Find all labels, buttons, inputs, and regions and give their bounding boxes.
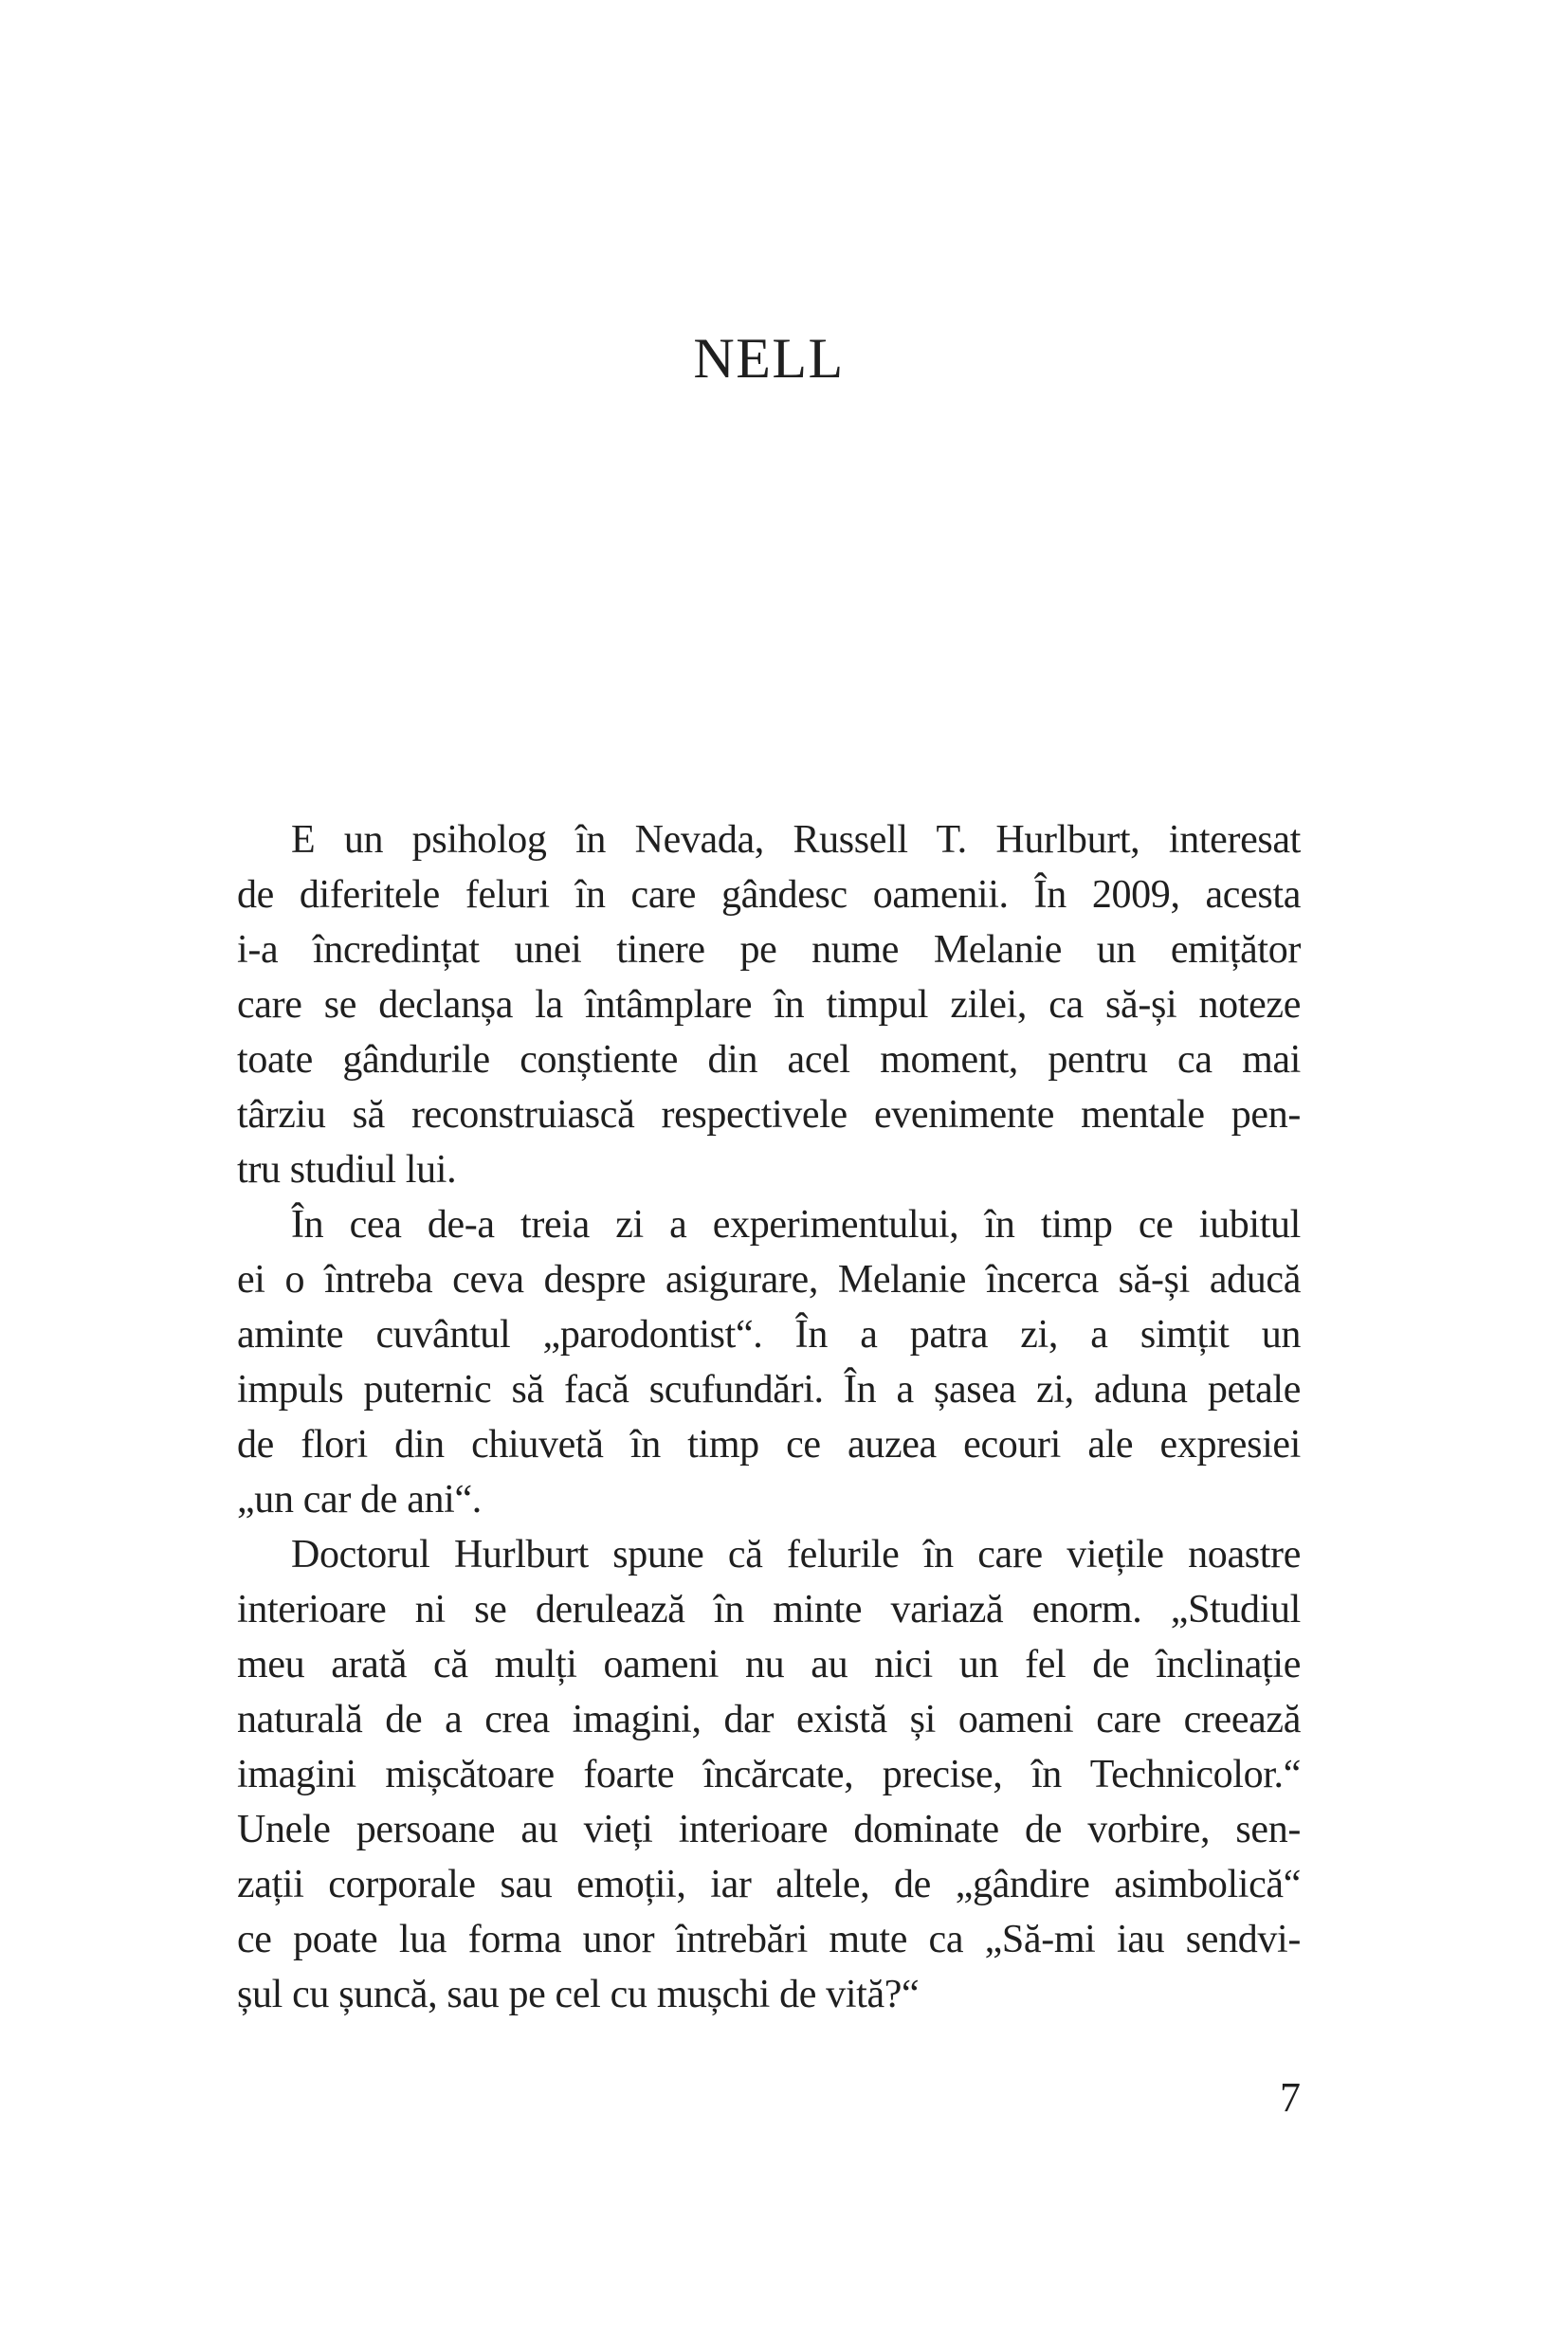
text-line: aminte cuvântul „parodontist“. În a patra zi, a simțit un — [237, 1313, 1301, 1357]
page-number: 7 — [1280, 2074, 1301, 2121]
text-line: toate gândurile conștiente din acel moment, pentru ca mai — [237, 1038, 1301, 1082]
text-line: interioare ni se derulează în minte variază enorm. „Studiul — [237, 1588, 1301, 1631]
text-line: Doctorul Hurlburt spune că felurile în care viețile noastre — [291, 1533, 1301, 1576]
text-line: În cea de-a treia zi a experimentului, în timp ce iubitul — [291, 1203, 1301, 1247]
text-line: ce poate lua forma unor întrebări mute ca „Să-mi iau sendvi- — [237, 1918, 1301, 1961]
text-line: de flori din chiuvetă în timp ce auzea ecouri ale expresiei — [237, 1423, 1301, 1467]
text-line: Unele persoane au vieți interioare dominate de vorbire, sen- — [237, 1808, 1301, 1851]
text-line: târziu să reconstruiască respectivele evenimente mentale pen- — [237, 1093, 1301, 1137]
text-line: meu arată că mulți oameni nu au nici un fel de înclinație — [237, 1643, 1301, 1686]
text-line: șul cu șuncă, sau pe cel cu mușchi de vită?“ — [237, 1973, 920, 2016]
text-line: care se declanșa la întâmplare în timpul zilei, ca să-și noteze — [237, 983, 1301, 1027]
text-line: imagini mișcătoare foarte încărcate, precise, în Technicolor.“ — [237, 1753, 1301, 1796]
text-line: E un psiholog în Nevada, Russell T. Hurlburt, interesat — [291, 818, 1301, 862]
text-line: ei o întreba ceva despre asigurare, Melanie încerca să-și aducă — [237, 1258, 1301, 1302]
text-line: i-a încredințat unei tinere pe nume Melanie un emițător — [237, 928, 1301, 972]
text-line: tru studiul lui. — [237, 1148, 457, 1192]
body-text — [237, 812, 1301, 2022]
text-line: impuls puternic să facă scufundări. În a șasea zi, aduna petale — [237, 1368, 1301, 1412]
text-line: „un car de ani“. — [237, 1478, 482, 1522]
text-line: de diferitele feluri în care gândesc oamenii. În 2009, acesta — [237, 873, 1301, 917]
text-line: zații corporale sau emoții, iar altele, de „gândire asimbolică“ — [237, 1863, 1301, 1906]
text-line: naturală de a crea imagini, dar există și oameni care creează — [237, 1698, 1301, 1741]
chapter-title: NELL — [693, 327, 845, 390]
